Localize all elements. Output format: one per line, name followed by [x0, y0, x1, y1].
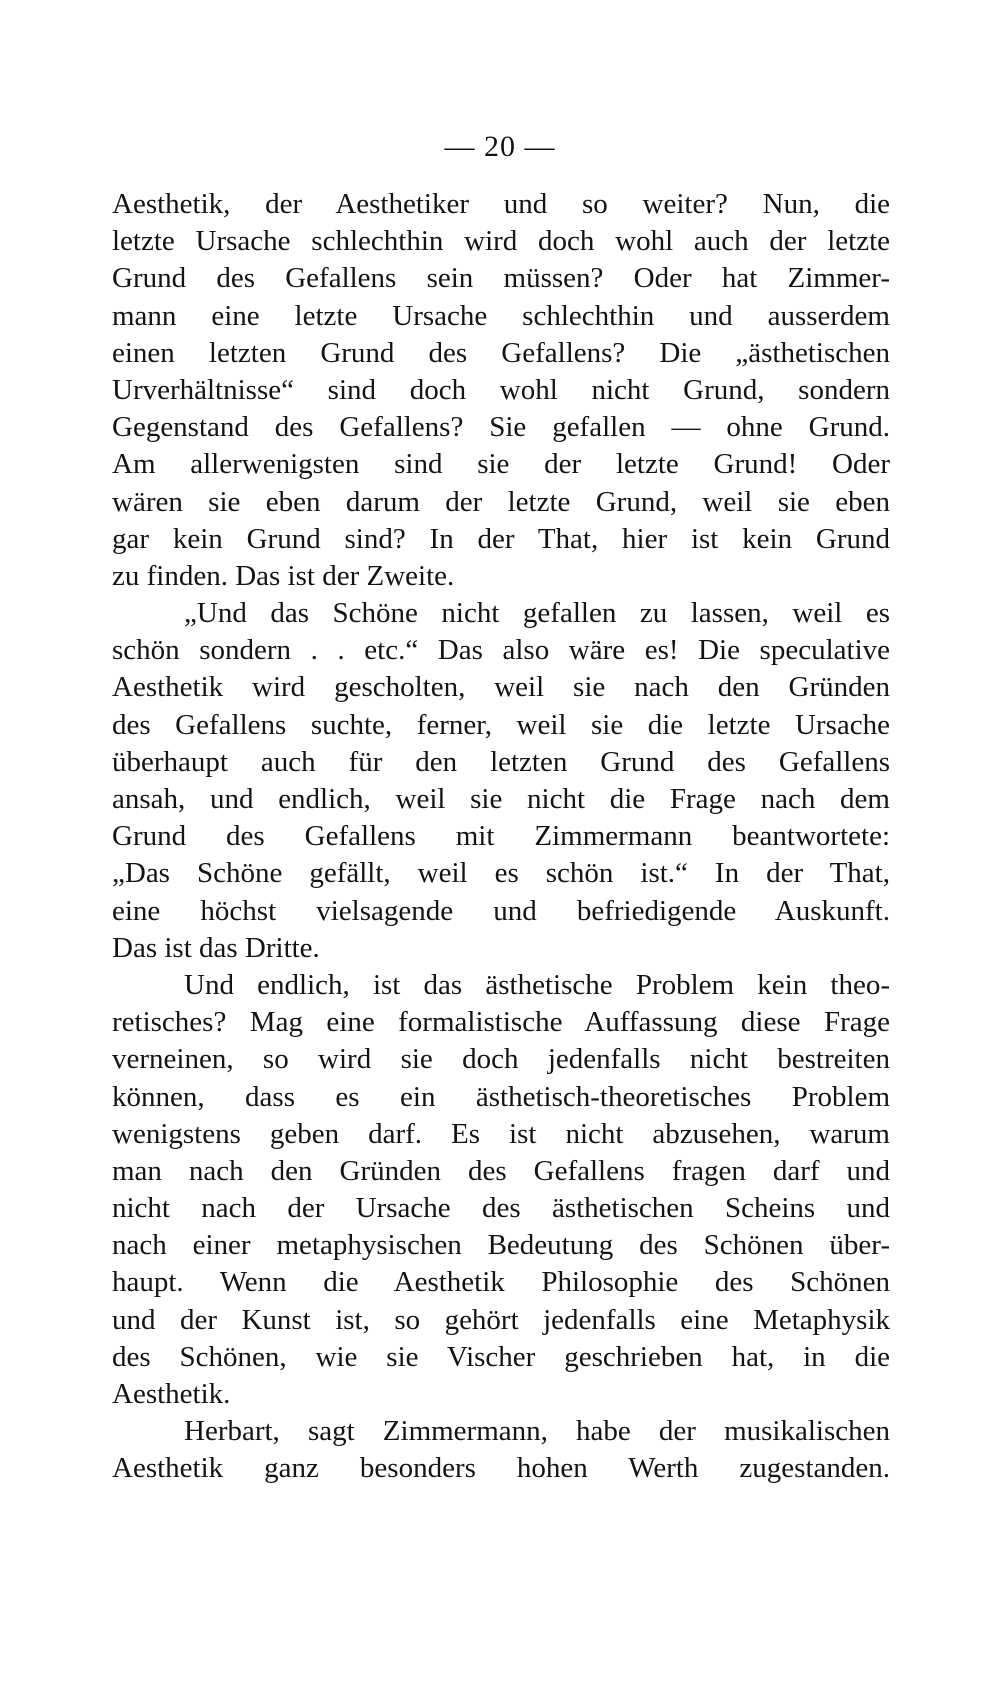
text-line: „Und das Schöne nicht gefallen zu lassen, weil es [184, 597, 890, 630]
text-line: eine höchst vielsagende und befriedigende Auskunft. [112, 894, 890, 927]
text-line: Aesthetik wird gescholten, weil sie nach den Gründen [112, 671, 890, 704]
text-line: mann eine letzte Ursache schlechthin und ausserdem [112, 299, 890, 332]
text-line: Gegenstand des Gefallens? Sie gefallen — ohne Grund. [112, 411, 890, 444]
text-line: und der Kunst ist, so gehört jedenfalls eine Metaphysik [112, 1303, 890, 1336]
text-line: Aesthetik ganz besonders hohen Werth zugestanden. [112, 1452, 890, 1485]
page-number: — 20 — [444, 130, 556, 163]
text-line: überhaupt auch für den letzten Grund des Gefallens [112, 745, 890, 778]
text-line: zu finden. Das ist der Zweite. [112, 559, 455, 592]
text-line: nach einer metaphysischen Bedeutung des Schönen über- [112, 1229, 890, 1262]
text-line: des Schönen, wie sie Vischer geschrieben hat, in die [112, 1340, 890, 1373]
text-line: können, dass es ein ästhetisch-theoretisches Problem [112, 1080, 890, 1113]
text-line: retisches? Mag eine formalistische Auffassung diese Frage [112, 1006, 890, 1039]
text-line: ansah, und endlich, weil sie nicht die Frage nach dem [112, 783, 890, 815]
text-line: Das ist das Dritte. [112, 931, 320, 964]
text-line: einen letzten Grund des Gefallens? Die „ästhetischen [112, 336, 890, 369]
text-line: Herbart, sagt Zimmermann, habe der musikalischen [184, 1415, 890, 1448]
text-line: Am allerwenigsten sind sie der letzte Grund! Oder [112, 448, 890, 481]
text-line: nicht nach der Ursache des ästhetischen Scheins und [112, 1192, 890, 1225]
text-line: letzte Ursache schlechthin wird doch wohl auch der letzte [112, 225, 890, 258]
text-line: Grund des Gefallens sein müssen? Oder hat Zimmer- [112, 262, 890, 295]
text-line: Grund des Gefallens mit Zimmermann beantwortete: [112, 820, 890, 853]
text-line: des Gefallens suchte, ferner, weil sie die letzte Ursache [112, 708, 890, 741]
body-text [112, 186, 890, 1488]
text-line: Aesthetik. [112, 1378, 231, 1410]
text-line: wenigstens geben darf. Es ist nicht abzusehen, warum [112, 1117, 890, 1150]
text-line: Aesthetik, der Aesthetiker und so weiter? Nun, die [112, 188, 890, 220]
text-line: schön sondern . . etc.“ Das also wäre es! Die speculative [112, 634, 890, 667]
text-line: gar kein Grund sind? In der That, hier ist kein Grund [112, 522, 890, 555]
text-line: „Das Schöne gefällt, weil es schön ist.“ In der That, [112, 857, 890, 890]
text-line: Und endlich, ist das ästhetische Problem kein theo- [184, 968, 890, 1001]
text-line: haupt. Wenn die Aesthetik Philosophie des Schönen [112, 1266, 890, 1299]
text-line: Urverhältnisse“ sind doch wohl nicht Grund, sondern [112, 373, 890, 406]
text-line: wären sie eben darum der letzte Grund, weil sie eben [112, 485, 890, 518]
text-line: man nach den Gründen des Gefallens fragen darf und [112, 1154, 890, 1187]
text-line: verneinen, so wird sie doch jedenfalls nicht bestreiten [112, 1043, 890, 1076]
